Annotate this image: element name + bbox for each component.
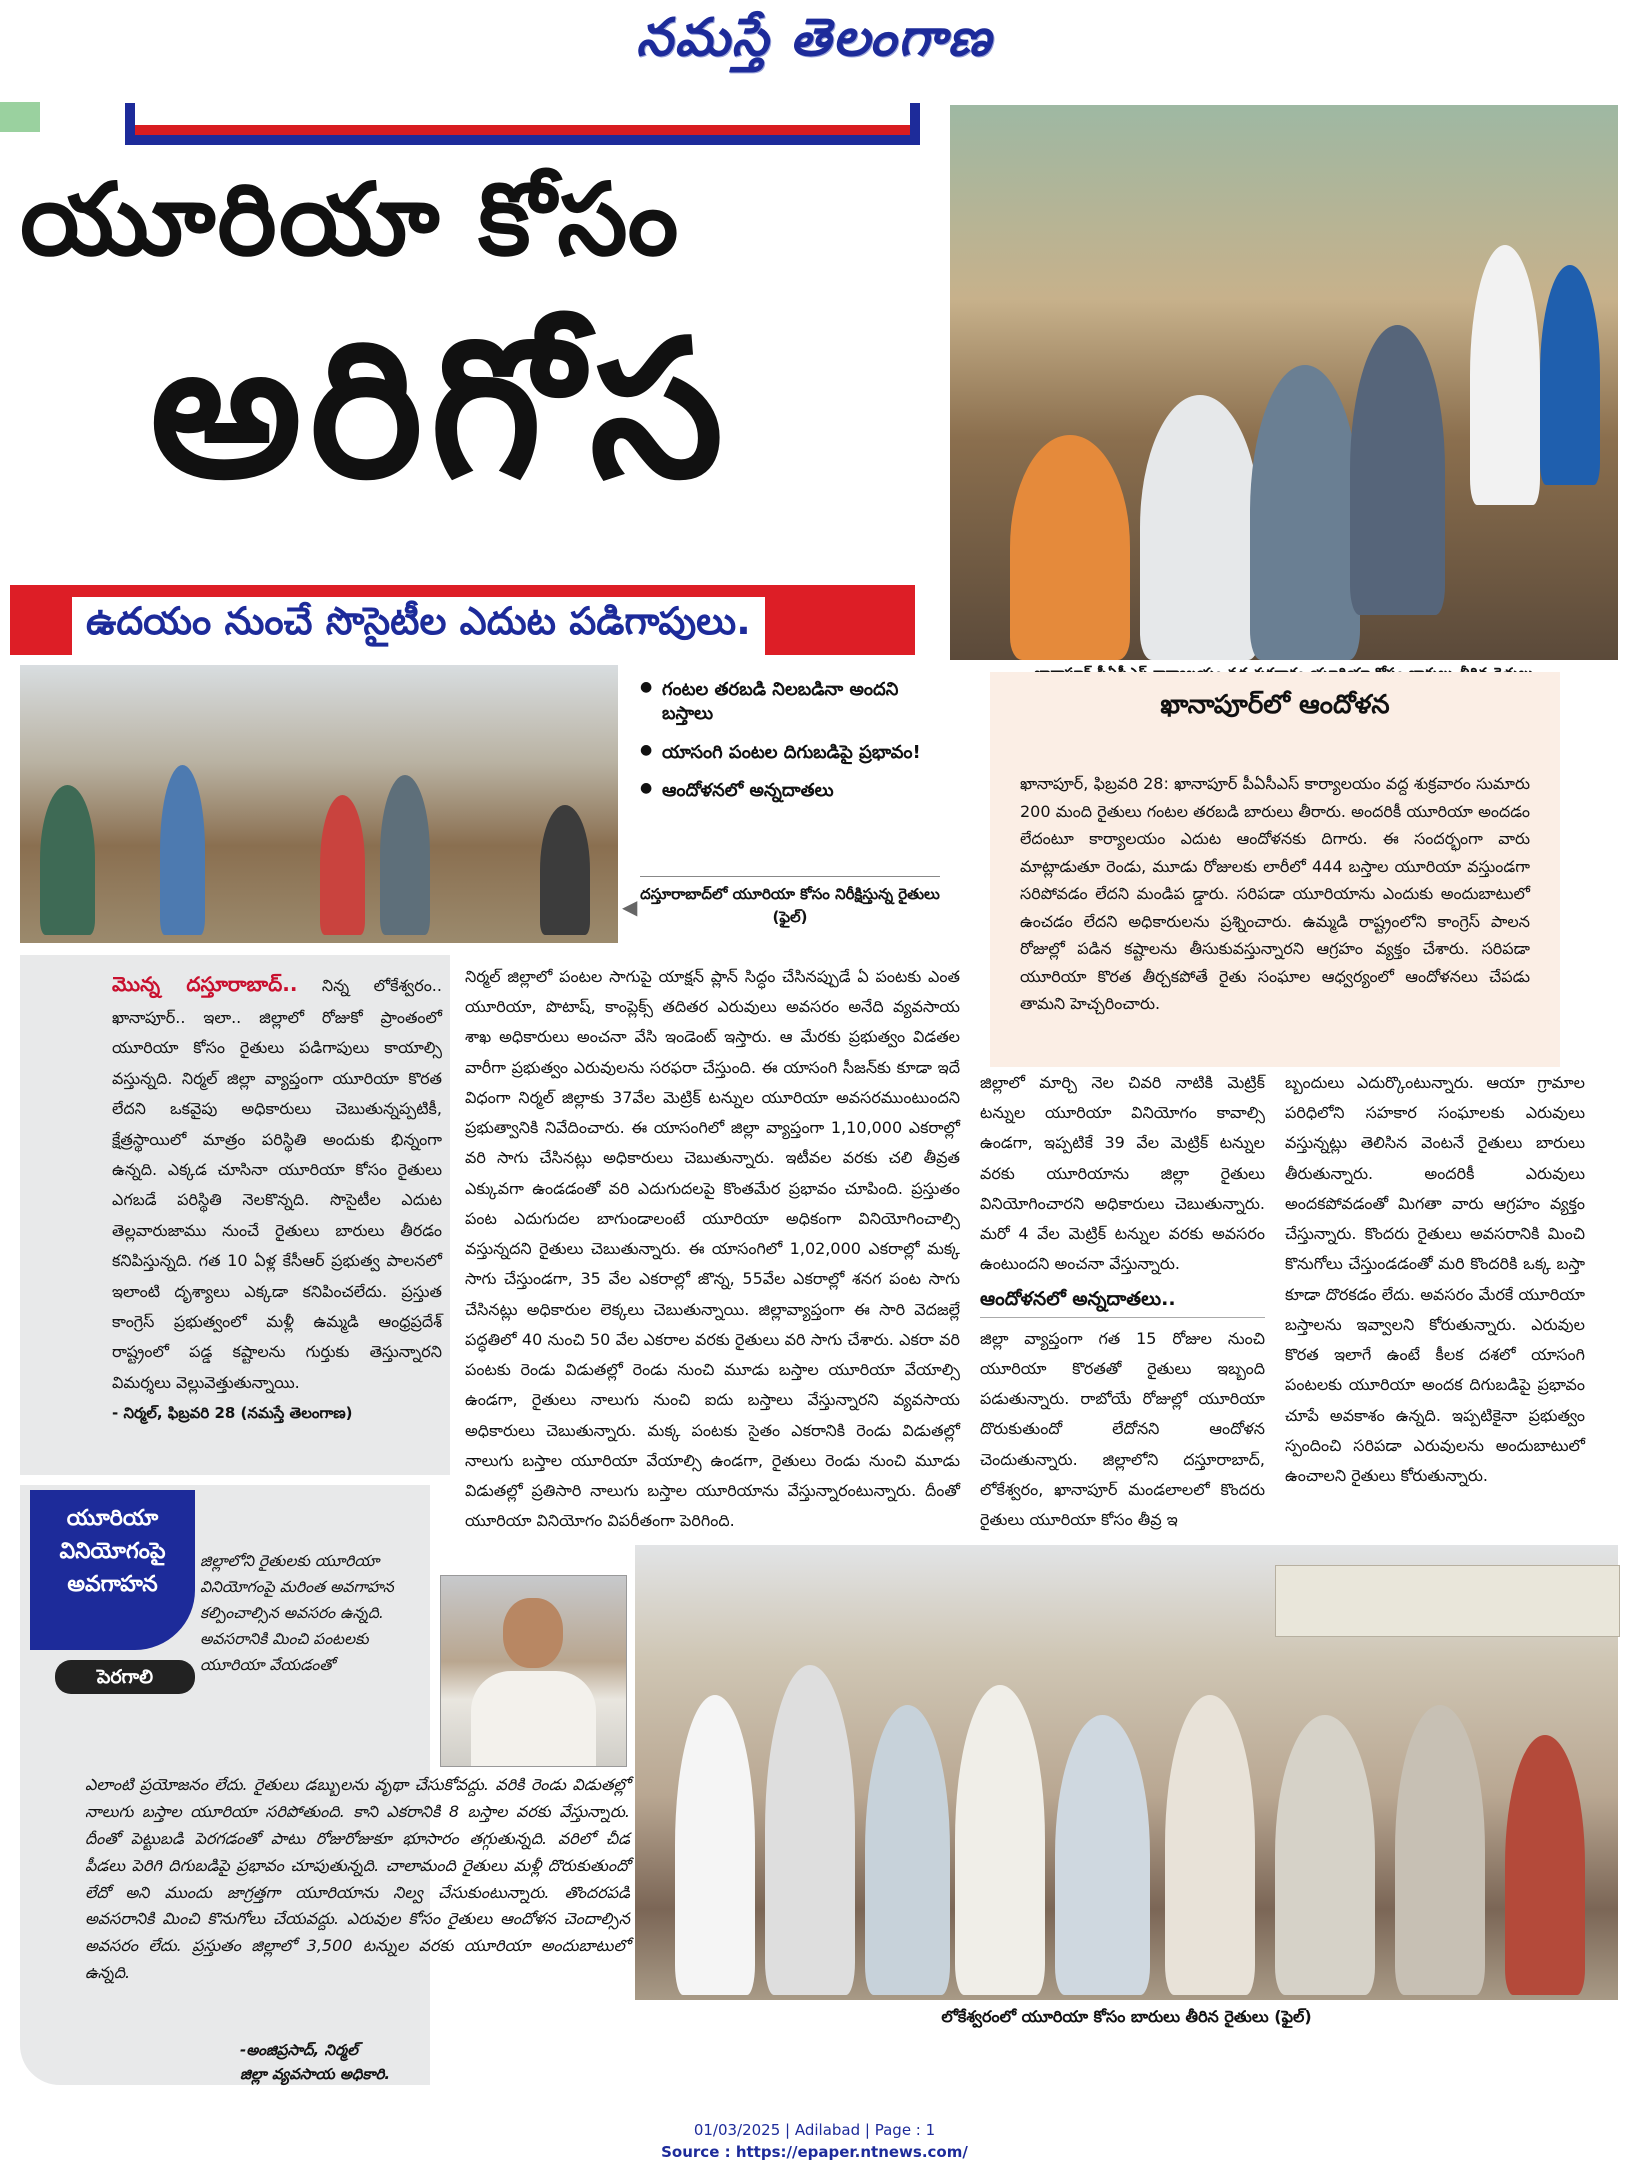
intro-column (20, 955, 450, 1475)
side-box-body: ఖానాపూర్, ఫిబ్రవరి 28: ఖానాపూర్ పీఏసీఎస్ కార్యాలయం వద్ద శుక్రవారం సుమారు 200 మంది రైతులు గంటల తరబడి బారులు తీరారు. అందరికీ యూరియా అందడం లేదంటూ కార్యాలయం ఎదుట ఆందోళనకు దిగారు. ఈ సందర్భంగా వారు మాట్లాడుతూ రెండు, మూడు రోజులకు లారీలో 444 బస్తాల యూరియా వస్తుండగా సరిపోవడం లేదని మండిప డ్డారు. సరిపడా యూరియాను ఎందుకు అందుబాటులో ఉంచడం లేదని అధికారులను ప్రశ్నించారు. ఉమ్మడి రాష్ట్రంలోని కాంగ్రెస్ పాలన రోజుల్లో పడిన కష్టాలను తీసుకువస్తున్నారని ఆగ్రహం వ్యక్తం చేశారు. సరిపడా యూరియా కొరత తీర్చకపోతే రైతు సంఘాల ఆధ్వర్యంలో ఆందోళనలు చేపడు తామని హెచ్చరించారు. (1020, 774, 1530, 1014)
article-column-3 (980, 1068, 1265, 1535)
decorative-tab (0, 102, 40, 132)
khanapur-protest-box (990, 672, 1560, 1067)
officer-role: జిల్లా వ్యవసాయ అధికారి. (240, 2065, 391, 2083)
bullet-item: ● ఆందోళనలో అన్నదాతలు (640, 779, 940, 803)
column-3-text-2: జిల్లా వ్యాప్తంగా గత 15 రోజుల నుంచి యూరియా కొరతతో రైతులు ఇబ్బంది పడుతున్నారు. రాబోయే రోజుల్లో యూరియా దొరుకుతుందో లేదోనని ఆందోళన చెందుతున్నారు. జిల్లాలోని దస్తూరాబాద్, లోకేశ్వరం, ఖానాపూర్ మండలాలలో కొందరు రైతులు యూరియా కోసం తీవ్ర ఇ (980, 1328, 1265, 1530)
headline-line2: అరిగోస (150, 299, 732, 520)
footer-source: Source : https://epaper.ntnews.com/ (661, 2142, 968, 2161)
footer-edition: 01/03/2025 | Adilabad | Page : 1 (693, 2121, 936, 2139)
article-column-4 (1285, 1068, 1585, 1491)
section-subhead: ఆందోళనలో అన్నదాతలు.. (980, 1288, 1265, 1318)
masthead-title: నమస్తే తెలంగాణ (636, 8, 993, 68)
awareness-title-line: యూరియా (66, 1506, 159, 1531)
photo-queue-khanapur (950, 105, 1618, 660)
awareness-text-2: ఎలాంటి ప్రయోజనం లేదు. రైతులు డబ్బులను వృథా చేసుకోవద్దు. వరికి రెండు విడుతల్లో నాలుగు బస్తాల యూరియా సరిపోతుంది. కాని ఎకరానికి 8 బస్తాల వరకు వేస్తున్నారు. దీంతో పెట్టుబడి పెరగడంతో పాటు రోజురోజుకూ భూసారం తగ్గుతున్నది. వరిలో చీడ పీడలు పెరిగి దిగుబడిపై ప్రభావం చూపుతున్నది. చాలామంది రైతులు మళ్లీ దొరుకుతుందో లేదో అని ముందు జాగ్రత్తగా యూరియాను నిల్వ చేసుకుంటున్నారు. తొందరపడి అవసరానికి మించి కొనుగోలు చేయవద్దు. ఎరువుల కోసం రైతులు ఆందోళన చెందాల్సిన అవసరం లేదు. ప్రస్తుతం జిల్లాలో 3,500 టన్నుల వరకు యూరియా అందుబాటులో ఉన్నది. (85, 1775, 630, 1983)
intro-paragraph (112, 965, 442, 1428)
officer-signature (240, 2038, 460, 2086)
officer-name: -అంజిప్రసాద్, నిర్మల్ (240, 2041, 358, 2059)
bullet-item: ● యాసంగి పంటల దిగుబడిపై ప్రభావం! (640, 741, 940, 765)
dateline: - నిర్మల్, ఫిబ్రవరి 28 (నమస్తే తెలంగాణ) (112, 1404, 353, 1423)
photo-left-caption: దస్తూరాబాద్‌లో యూరియా కోసం నిరీక్షిస్తున్న రైతులు (ఫైల్) (640, 876, 940, 928)
column-4-text: బ్బందులు ఎదుర్కొంటున్నారు. ఆయా గ్రామాల పరిధిలోని సహకార సంఘాలకు ఎరువులు వస్తున్నట్లు తెలిసిన వెంటనే రైతులు బారులు తీరుతున్నారు. అందరికీ ఎరువులు అందకపోవడంతో మిగతా వారు ఆగ్రహం వ్యక్తం చేస్తున్నారు. కొందరు రైతులు అవసరానికి మించి కొనుగోలు చేస్తుండడంతో మరి కొందరికి ఒక్క బస్తా కూడా దొరకడం లేదు. అవసరం మేరకే యూరియా బస్తాలను ఇవ్వాలని కోరుతున్నారు. ఎరువుల కొరత ఇలాగే ఉంటే కీలక దశలో యాసంగి పంటలకు యూరియా అందక దిగుబడిపై ప్రభావం చూపే అవకాశం ఉన్నది. ఇప్పటికైనా ప్రభుత్వం స్పందించి సరిపడా ఎరువులను అందుబాటులో ఉంచాలని రైతులు కోరుతున్నారు. (1285, 1073, 1585, 1486)
article-column-2 (465, 962, 960, 1536)
officer-photo (440, 1575, 627, 1767)
bullet-item: ● గంటల తరబడి నిలబడినా అందని బస్తాలు (640, 678, 940, 727)
photo-bottom-caption: లోకేశ్వరంలో యూరియా కోసం బారులు తీరిన రైతులు (ఫైల్) (941, 2007, 1312, 2026)
awareness-tag: పెరగాలి (55, 1660, 195, 1694)
intro-body: నిన్న లోకేశ్వరం.. ఖానాపూర్.. ఇలా.. జిల్లాలో రోజుకో ప్రాంతంలో యూరియా కోసం రైతులు పడిగాపులు కాయాల్సి వస్తున్నది. నిర్మల్ జిల్లా వ్యాప్తంగా యూరియా కొరత లేదని ఒకవైపు అధికారులు చెబుతున్నప్పటికీ, క్షేత్రస్థాయిలో మాత్రం పరిస్థితి అందుకు భిన్నంగా ఉన్నది. ఎక్కడ చూసినా యూరియా కోసం రైతులు ఎగబడే పరిస్థితి నెలకొన్నది. సొసైటీల ఎదుట తెల్లవారుజాము నుంచే రైతులు బారులు తీరడం కనిపిస్తున్నది. గత 10 ఏళ్ల కేసీఆర్ ప్రభుత్వ పాలనలో ఇలాంటి దృశ్యాలు ఎక్కడా కనిపించలేదు. ప్రస్తుత కాంగ్రెస్ ప్రభుత్వంలో మళ్లీ ఉమ్మడి ఆంధ్రప్రదేశ్ రాష్ట్రంలో పడ్డ కష్టాలను గుర్తుకు తెస్తున్నారని విమర్శలు వెల్లువెత్తుతున్నాయి. (112, 976, 442, 1392)
page-footer (0, 2120, 1629, 2164)
masthead (0, 0, 1629, 95)
photo-queue-dasturabad (20, 665, 618, 943)
awareness-title-line: వినియోగంపై (59, 1539, 166, 1564)
column-2-text: నిర్మల్ జిల్లాలో పంటల సాగుపై యాక్షన్ ప్లాన్ సిద్ధం చేసినప్పుడే ఏ పంటకు ఎంత యూరియా, పొటాష్, కాంప్లెక్స్ తదితర ఎరువులు అవసరం అనేది వ్యవసాయ శాఖ అధికారులు అంచనా వేసి ఇండెంట్ ఇస్తారు. ఆ మేరకు ప్రభుత్వం విడతల వారీగా ప్రభుత్వం ఎరువులను సరఫరా చేస్తుంది. ఈ యాసంగి సీజన్‌కు కూడా ఇదే విధంగా నిర్మల్ జిల్లాకు 37వేల మెట్రిక్ టన్నుల యూరియా అవసరముంటుందని ప్రభుత్వానికి నివేదించారు. ఈ యాసంగిలో జిల్లా వ్యాప్తంగా 1,10,000 ఎకరాల్లో వరి సాగు చేసినట్లు అధికారులు చెబుతున్నారు. ఇటీవల వరకు చలి తీవ్రత ఎక్కువగా ఉండడంతో వరి ఎదుగుదలపై కొంతమేర ప్రభావం చూపింది. ప్రస్తుతం పంట ఎదుగుదల బాగుండాలంటే యూరియా అధికంగా వినియోగించాల్సి వస్తున్నదని రైతులు చెబుతున్నారు. ఈ యాసంగిలో 1,02,000 ఎకరాల్లో మక్క సాగు చేస్తుండగా, 35 వేల ఎకరాల్లో జొన్న, 55వేల ఎకరాల్లో శనగ పంట సాగు చేసినట్లు అధికారుల లెక్కలు చెబుతున్నాయి. జిల్లావ్యాప్తంగా ఈ సారి వెదజల్లే పద్ధతిలో 40 నుంచి 50 వేల ఎకరాల వరకు రైతులు వరి సాగు చేశారు. ఎకరా వరి పంటకు రెండు విడుతల్లో రెండు నుంచి మూడు బస్తాల యూరియా వేయాల్సి ఉండగా, రైతులు నాలుగు నుంచి ఐదు బస్తాలు వేస్తున్నారని వ్యవసాయ అధికారులు చెబుతున్నారు. మక్క పంటకు సైతం ఎకరానికి రెండు విడుతల్లో నాలుగు బస్తాల యూరియా వేయాల్సి ఉండగా, రైతులు రెండు నుంచి మూడు విడుతల్లో ప్రతిసారి నాలుగు బస్తాల యూరియాను వేస్తున్నారంటున్నారు. దీంతో యూరియా వినియోగం విపరీతంగా పెరిగింది. (465, 967, 960, 1531)
highlight-bullets (640, 678, 940, 817)
subhead-text: ఉదయం నుంచే సొసైటీల ఎదుట పడిగాపులు. (72, 597, 765, 655)
caption-arrow-icon: ◀ (622, 895, 638, 919)
decorative-frame (125, 103, 920, 145)
awareness-title (30, 1490, 195, 1650)
photo-queue-lokeshwaram (635, 1545, 1618, 2000)
column-3-text-1: జిల్లాలో మార్చి నెల చివరి నాటికి మెట్రిక్ టన్నుల యూరియా వినియోగం కావాల్సి ఉండగా, ఇప్పటికే 39 వేల మెట్రిక్ టన్నుల వరకు యూరియాను జిల్లా రైతులు వినియోగించారని అధికారులు చెబుతున్నారు. మరో 4 వేల మెట్రిక్ టన్నుల వరకు అవసరం ఉంటుందని అంచనా వేస్తున్నారు. (980, 1073, 1265, 1274)
headline-line1: యూరియా కోసం (20, 161, 681, 278)
intro-lead: మొన్న దస్తూరాబాద్.. (112, 972, 298, 996)
awareness-text-1: జిల్లాలోని రైతులకు యూరియా వినియోగంపై మరింత అవగాహన కల్పించాల్సిన అవసరం ఉన్నది. అవసరానికి మించి పంటలకు యూరియా వేయడంతో (200, 1552, 394, 1675)
awareness-title-line: అవగాహన (67, 1572, 158, 1597)
side-box-title: ఖానాపూర్‌లో ఆందోళన (1160, 690, 1390, 720)
subhead-band (10, 585, 915, 655)
